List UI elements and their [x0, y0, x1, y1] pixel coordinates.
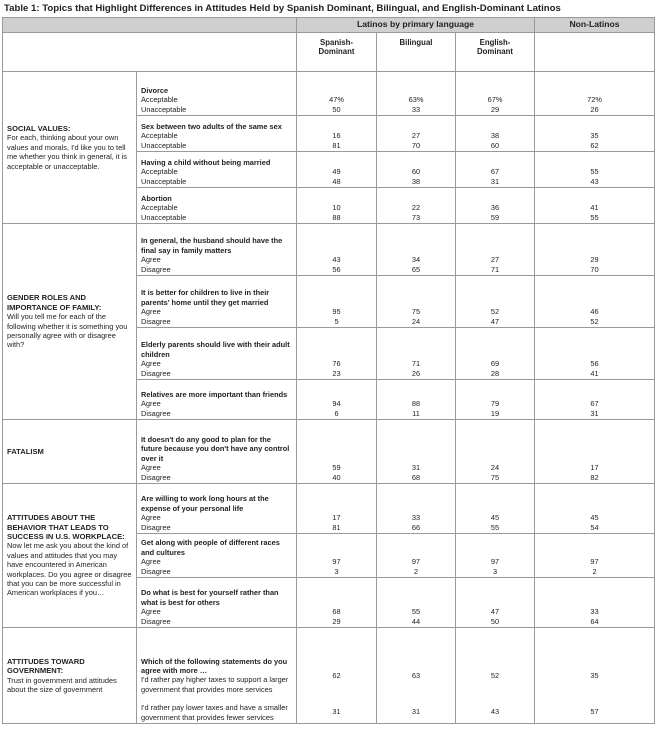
value: 29: [332, 616, 341, 626]
value-cell: [456, 152, 535, 188]
value: 56: [332, 264, 341, 274]
value: 43: [590, 176, 599, 186]
response-label: Agree: [141, 607, 161, 617]
value: 27: [490, 255, 500, 265]
section-cell: [3, 72, 137, 224]
response-label: Unacceptable: [141, 212, 187, 222]
value: 55: [590, 167, 599, 177]
value: 33: [411, 513, 421, 523]
question-text: Divorce: [141, 85, 169, 95]
value-cell: [535, 72, 655, 116]
value: 70: [590, 264, 599, 274]
value: 2: [413, 566, 419, 576]
value-cell: [377, 484, 456, 534]
value: 43: [332, 255, 341, 265]
response-label: Disagree: [141, 472, 171, 482]
value: 73: [411, 212, 421, 222]
value: 31: [590, 408, 599, 418]
value: 16: [332, 131, 341, 141]
value: 50: [490, 616, 500, 626]
value-cell: [377, 188, 456, 224]
value-cell: [535, 188, 655, 224]
section-title: ATTITUDES TOWARD GOVERNMENT:: [7, 656, 85, 676]
value: 97: [332, 557, 341, 567]
header-blank: [3, 18, 297, 33]
question-cell: [137, 484, 297, 534]
response-label: Disagree: [141, 264, 171, 274]
value-cell: [297, 152, 377, 188]
value-cell: [377, 116, 456, 152]
value: 52: [490, 671, 500, 681]
value: 47: [490, 316, 500, 326]
value-cell: [456, 188, 535, 224]
response-label: Disagree: [141, 368, 171, 378]
value: 62: [590, 140, 599, 150]
response-label: Disagree: [141, 566, 171, 576]
value-cell: [535, 420, 655, 484]
question-text: Abortion: [141, 193, 172, 203]
value: 55: [590, 212, 599, 222]
section-description: Now let me ask you about the kind of values and attitudes that you may have encountered in American workplaces. Do you agree or disagree that you can be more successful in American workplaces if you…: [7, 541, 132, 598]
section-cell: [3, 224, 137, 420]
section-title: ATTITUDES ABOUT THE BEHAVIOR THAT LEADS TO SUCCESS IN U.S. WORKPLACE:: [7, 513, 125, 541]
value: 48: [332, 176, 341, 186]
value: 63: [411, 671, 421, 681]
value: 26: [411, 368, 421, 378]
question-cell: [137, 72, 297, 116]
value: 45: [590, 513, 599, 523]
value: 70: [411, 140, 421, 150]
value-cell: [377, 380, 456, 420]
value-cell: [535, 380, 655, 420]
value: 34: [411, 255, 421, 265]
section-description: Trust in government and attitudes about the size of government: [7, 675, 117, 694]
value: 76: [332, 359, 341, 369]
response-label: Agree: [141, 307, 161, 317]
value: 55: [490, 522, 500, 532]
value-cell: [535, 116, 655, 152]
question-cell: [137, 328, 297, 380]
question-row: [3, 628, 655, 724]
value: 68: [411, 472, 421, 482]
value: 88: [332, 212, 341, 222]
value-cell: [535, 152, 655, 188]
value: 19: [490, 408, 500, 418]
value: 2: [592, 566, 597, 576]
response-label: Unacceptable: [141, 140, 187, 150]
question-cell: [137, 534, 297, 578]
value: 31: [332, 706, 341, 716]
value: 52: [490, 307, 500, 317]
response-label: Agree: [141, 359, 161, 369]
value: 27: [411, 131, 421, 141]
value: 97: [490, 557, 500, 567]
value-cell: [535, 328, 655, 380]
col-spanish-dominant: Spanish- Dominant: [297, 33, 377, 72]
value: 6: [334, 408, 339, 418]
section-description: For each, thinking about your own values and morals, I'd like you to tell me whether you think in general, it is acceptable or unacceptable.: [7, 133, 127, 171]
value: 71: [490, 264, 500, 274]
response-label: Disagree: [141, 316, 171, 326]
response-label: Acceptable: [141, 203, 178, 213]
response-label: Acceptable: [141, 167, 178, 177]
question-text: Elderly parents should live with their adult children: [141, 340, 290, 359]
value: 81: [332, 140, 341, 150]
value-cell: [535, 276, 655, 328]
response-label: Disagree: [141, 522, 171, 532]
response-label: Agree: [141, 399, 161, 409]
value: 97: [411, 557, 421, 567]
value: 50: [332, 104, 341, 114]
section-cell: [3, 484, 137, 628]
value: 75: [490, 472, 500, 482]
question-row: [3, 420, 655, 484]
value: 54: [590, 522, 599, 532]
question-cell: [137, 578, 297, 628]
value: 31: [411, 706, 421, 716]
response-label: I'd rather pay lower taxes and have a smaller government that provides fewer services: [141, 703, 288, 722]
value: 29: [490, 104, 500, 114]
value-cell: [456, 224, 535, 276]
value: 64: [590, 616, 599, 626]
value-cell: [377, 72, 456, 116]
value-cell: [297, 484, 377, 534]
response-label: Disagree: [141, 408, 171, 418]
value-cell: [297, 380, 377, 420]
value-cell: [456, 534, 535, 578]
value-cell: [297, 116, 377, 152]
value-cell: [297, 224, 377, 276]
value-cell: [377, 578, 456, 628]
value: 38: [411, 176, 421, 186]
value: 82: [590, 472, 599, 482]
value-cell: [297, 276, 377, 328]
subheader-blank: [3, 33, 297, 72]
section-title: FATALISM: [7, 446, 44, 456]
attitudes-table: [2, 17, 655, 724]
question-text: Relatives are more important than friends: [141, 389, 288, 399]
section-title: SOCIAL VALUES:: [7, 123, 71, 133]
value: 17: [590, 463, 599, 473]
question-cell: [137, 116, 297, 152]
question-text: Having a child without being married: [141, 157, 271, 167]
question-text: It is better for children to live in their parents' home until they get married: [141, 288, 270, 307]
value: 38: [490, 131, 500, 141]
value: 72%: [587, 95, 602, 105]
value: 31: [490, 176, 500, 186]
value: 52: [590, 316, 599, 326]
response-label: Agree: [141, 513, 161, 523]
value: 60: [490, 140, 500, 150]
value-cell: [377, 152, 456, 188]
value: 23: [332, 368, 341, 378]
value: 40: [332, 472, 341, 482]
value: 47%: [329, 95, 344, 105]
question-cell: [137, 224, 297, 276]
value: 10: [332, 203, 341, 213]
value: 3: [492, 566, 498, 576]
value: 5: [334, 316, 339, 326]
value: 26: [590, 104, 599, 114]
value-cell: [377, 420, 456, 484]
response-label: Unacceptable: [141, 176, 187, 186]
table-title: Table 1: Topics that Highlight Differences in Attitudes Held by Spanish Dominant, Bilingual, and English-Dominant Latinos: [4, 3, 561, 14]
question-row: [3, 224, 655, 276]
value: 69: [490, 359, 500, 369]
value: 68: [332, 607, 341, 617]
value-cell: [456, 380, 535, 420]
header-latinos: Latinos by primary language: [297, 18, 535, 33]
question-cell: [137, 276, 297, 328]
value: 24: [490, 463, 500, 473]
value-cell: [535, 628, 655, 724]
value: 60: [411, 167, 421, 177]
value-cell: [297, 72, 377, 116]
value: 35: [590, 671, 599, 681]
response-label: I'd rather pay higher taxes to support a larger government that provides more services: [141, 675, 289, 694]
response-label: Agree: [141, 463, 161, 473]
response-label: Acceptable: [141, 131, 178, 141]
response-label: Agree: [141, 255, 161, 265]
value-cell: [297, 420, 377, 484]
value: 59: [490, 212, 500, 222]
value: 33: [590, 607, 599, 617]
value: 41: [590, 203, 599, 213]
value-cell: [456, 484, 535, 534]
value-cell: [456, 116, 535, 152]
question-cell: [137, 152, 297, 188]
value: 71: [411, 359, 421, 369]
value-cell: [456, 328, 535, 380]
value: 63%: [408, 95, 424, 105]
value-cell: [456, 628, 535, 724]
value: 45: [490, 513, 500, 523]
value: 67%: [487, 95, 503, 105]
section-cell: [3, 420, 137, 484]
question-row: [3, 484, 655, 534]
value-cell: [297, 328, 377, 380]
value: 81: [332, 522, 341, 532]
question-cell: [137, 380, 297, 420]
value-cell: [456, 578, 535, 628]
question-row: [3, 72, 655, 116]
value: 88: [411, 399, 421, 409]
value-cell: [297, 534, 377, 578]
value-cell: [377, 628, 456, 724]
value: 49: [332, 167, 341, 177]
value: 67: [590, 399, 599, 409]
value-cell: [377, 328, 456, 380]
value-cell: [456, 276, 535, 328]
section-description: Will you tell me for each of the following whether it is something you personally agree with or disagree with?: [7, 312, 128, 350]
value: 94: [332, 399, 341, 409]
value: 22: [411, 203, 421, 213]
value: 46: [590, 307, 599, 317]
value-cell: [535, 484, 655, 534]
value-cell: [377, 224, 456, 276]
value: 41: [590, 368, 599, 378]
value: 11: [412, 408, 420, 418]
value-cell: [456, 420, 535, 484]
value-cell: [535, 578, 655, 628]
value: 79: [490, 399, 500, 409]
value: 95: [332, 307, 341, 317]
value: 44: [411, 616, 421, 626]
value: 56: [590, 359, 599, 369]
value: 28: [490, 368, 500, 378]
value-cell: [297, 628, 377, 724]
question-text: Which of the following statements do you agree with more …: [141, 656, 288, 675]
value: 57: [590, 706, 599, 716]
section-cell: [3, 628, 137, 724]
value-cell: [297, 188, 377, 224]
value: 47: [490, 607, 500, 617]
value-cell: [297, 578, 377, 628]
value-cell: [535, 224, 655, 276]
value: 62: [332, 671, 341, 681]
value: 97: [590, 557, 599, 567]
value: 43: [490, 706, 500, 716]
section-title: GENDER ROLES AND IMPORTANCE OF FAMILY:: [7, 293, 102, 312]
value: 55: [411, 607, 421, 617]
value: 35: [590, 131, 599, 141]
col-english-dominant: English- Dominant: [456, 33, 535, 72]
col-bilingual: Bilingual: [377, 33, 456, 72]
value-cell: [377, 534, 456, 578]
value: 31: [411, 463, 421, 473]
response-label: Acceptable: [141, 95, 178, 105]
response-label: Disagree: [141, 616, 171, 626]
value: 36: [490, 203, 500, 213]
response-label: Unacceptable: [141, 104, 187, 114]
value-cell: [535, 534, 655, 578]
question-text: Are willing to work long hours at the expense of your personal life: [141, 494, 269, 513]
question-text: It doesn't do any good to plan for the future because you don't have any control over it: [141, 434, 290, 463]
value-cell: [377, 276, 456, 328]
value: 24: [411, 316, 421, 326]
question-text: Do what is best for yourself rather than what is best for others: [141, 588, 279, 607]
value: 67: [490, 167, 500, 177]
question-cell: [137, 420, 297, 484]
question-cell: [137, 188, 297, 224]
col-non-latinos: [535, 33, 655, 72]
question-text: Sex between two adults of the same sex: [141, 121, 282, 131]
value: 29: [590, 255, 599, 265]
response-label: Agree: [141, 557, 161, 567]
value: 3: [334, 566, 339, 576]
header-non-latinos: Non-Latinos: [535, 18, 655, 33]
question-cell: [137, 628, 297, 724]
value: 59: [332, 463, 341, 473]
value: 75: [411, 307, 421, 317]
question-text: In general, the husband should have the final say in family matters: [141, 236, 283, 255]
value: 66: [411, 522, 421, 532]
value: 33: [411, 104, 421, 114]
value: 65: [411, 264, 421, 274]
value-cell: [456, 72, 535, 116]
value: 17: [332, 513, 341, 523]
question-text: Get along with people of different races and cultures: [141, 538, 280, 557]
